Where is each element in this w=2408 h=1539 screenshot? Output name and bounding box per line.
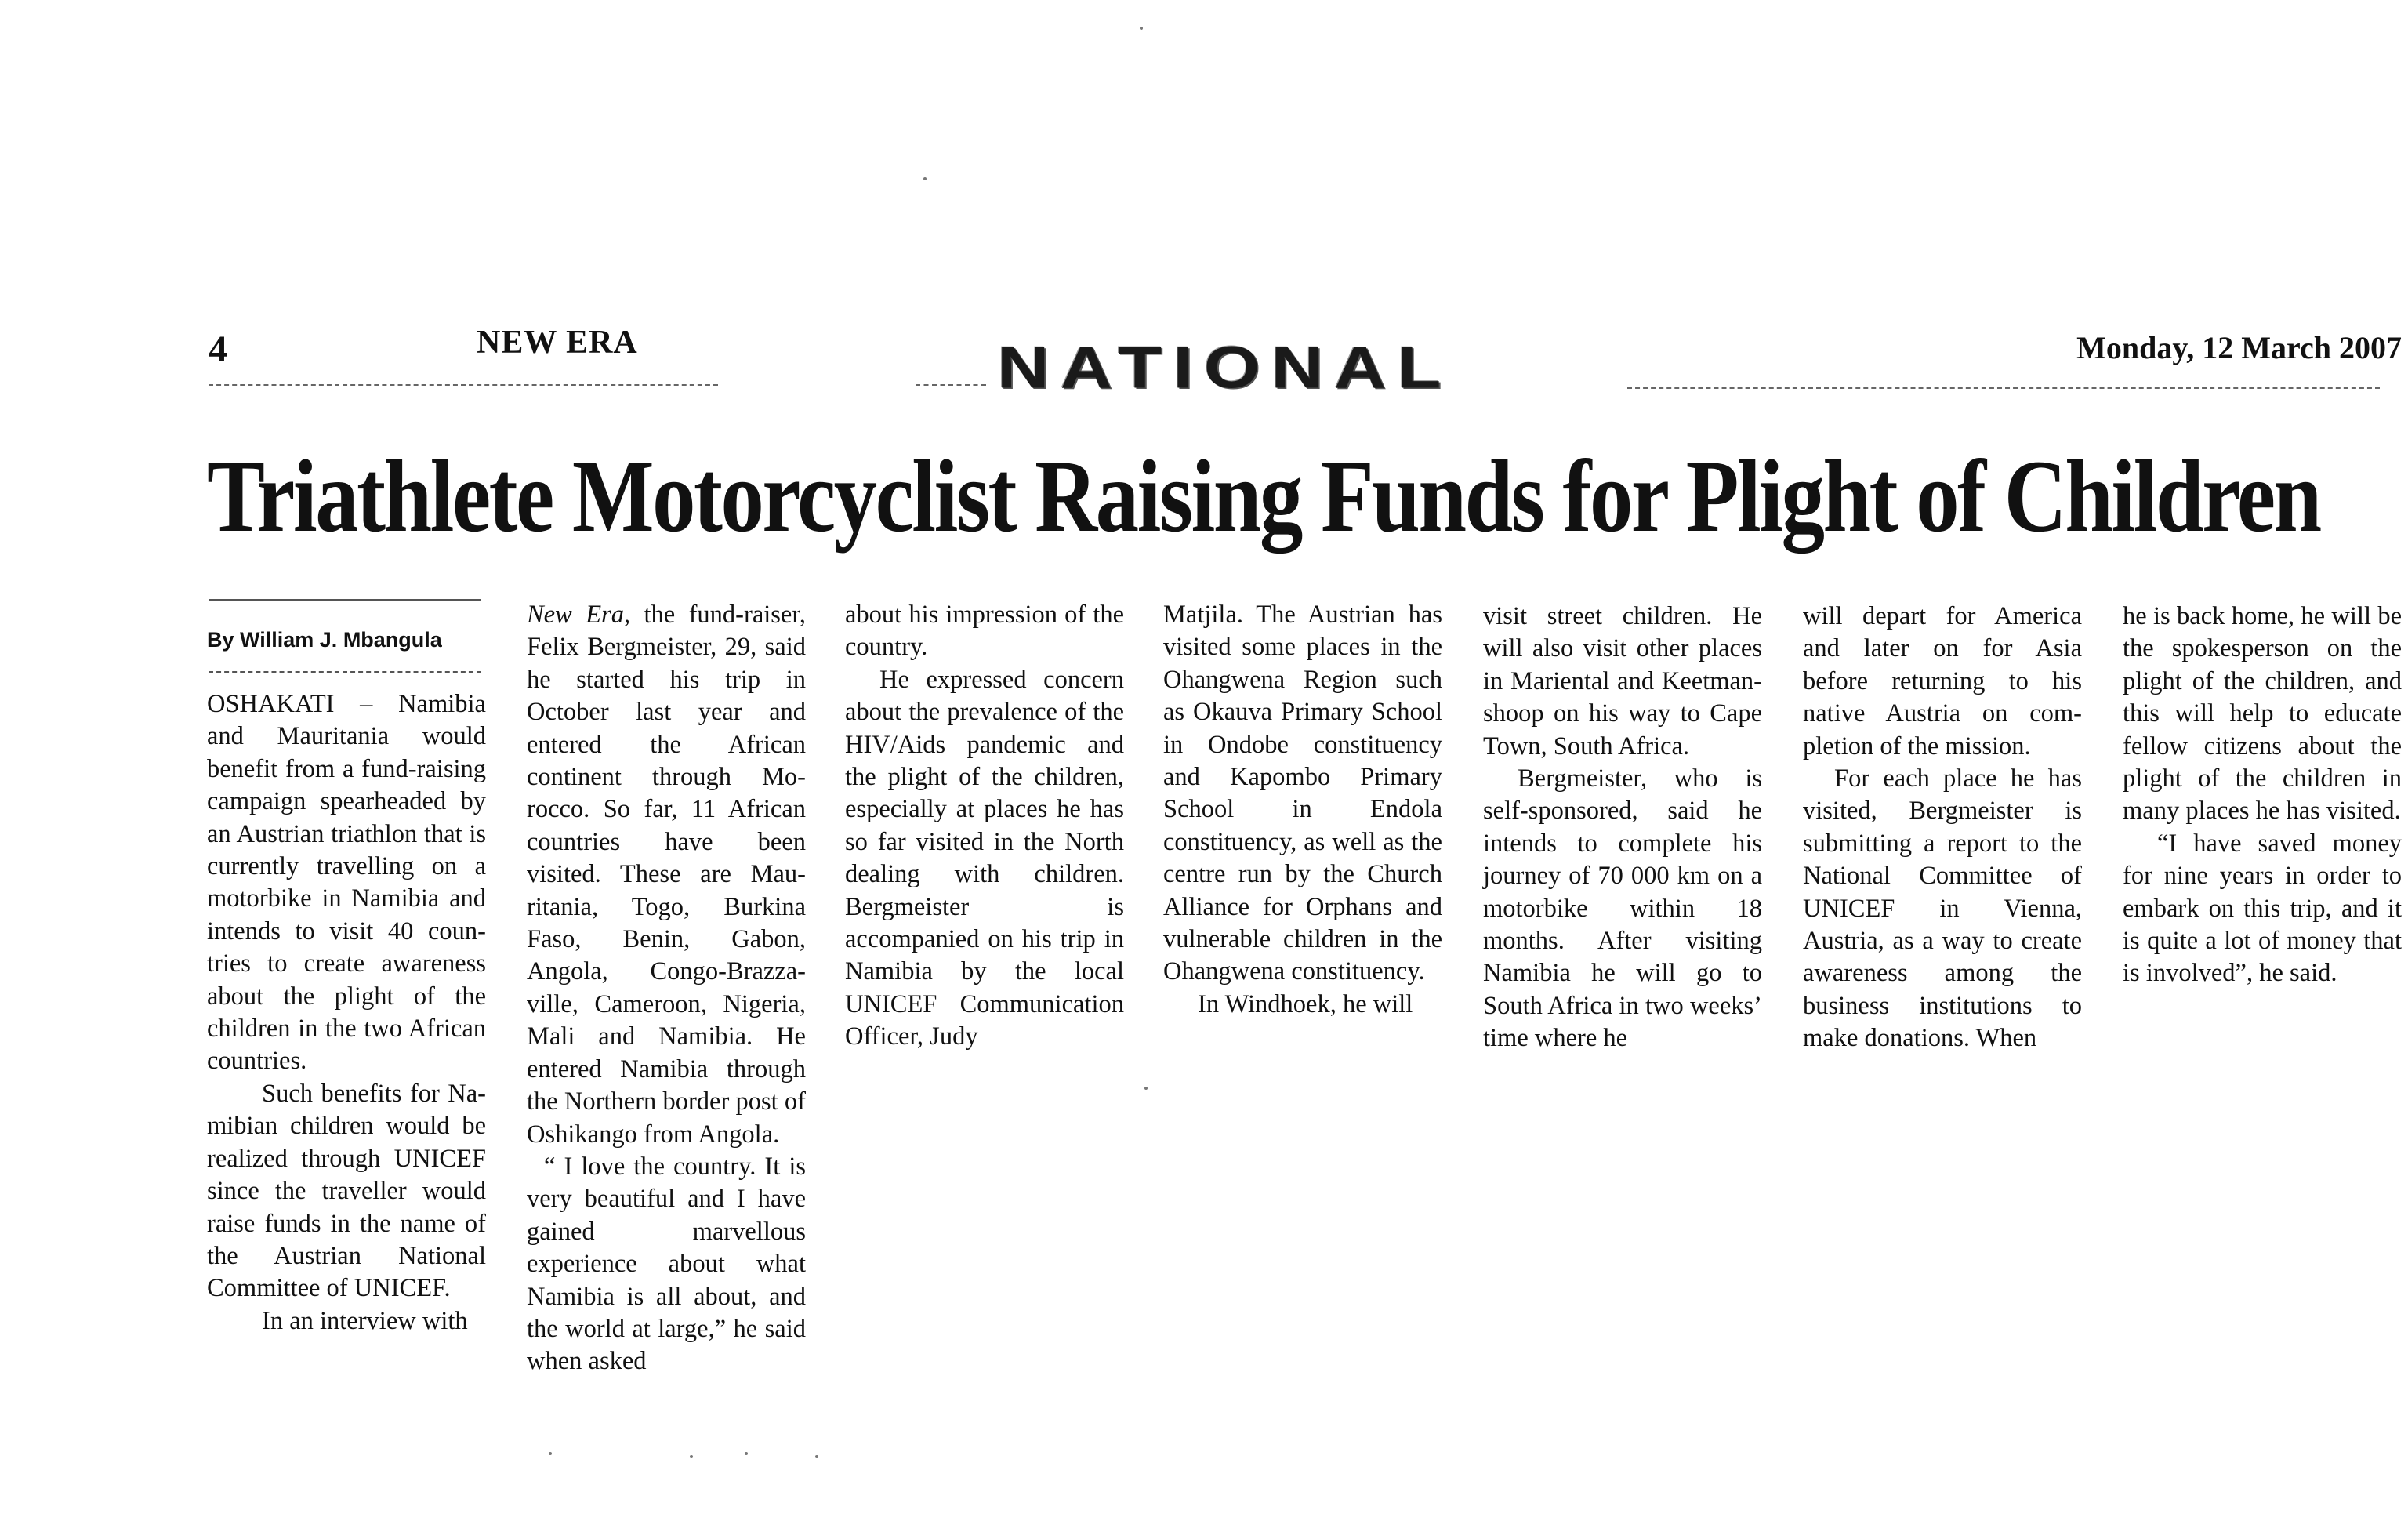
masthead-rule-right — [1627, 387, 2380, 389]
byline-rule-bottom — [209, 671, 481, 673]
paragraph: In an interview with — [262, 1306, 468, 1335]
scan-speck — [549, 1452, 552, 1455]
article-column-2 — [527, 599, 806, 1378]
paragraph: Such benefits for Namibian children would be realized through UNICEF since the traveller would raise funds in the name of the Austrian National Committee of UNICEF. — [207, 1079, 486, 1303]
publication-italic: New Era, — [527, 601, 631, 629]
publication-name: NEW ERA — [477, 325, 638, 361]
paragraph: visit street children. He will also visit other places in Mariental and Keetmanshoop on his way to Cape Town, South Africa. — [1483, 602, 1762, 760]
paragraph: “I have saved money for nine years in order to embark on this trip, and it is quite a lot of money that is involved”, he said. — [2123, 829, 2402, 988]
paragraph-text: the fund-raiser, Felix Bergmeister, 29, said he started his trip in October last year and entered the African continent through Morocco. So far, 11 African countries have been visited. These are Mauritania, Togo, Burkina Faso, Benin, Gabon, Angola, Congo-Brazzaville, Cameroon, Nigeria, Mali and Namibia. He entered Namibia through the Northern border post of Oshikango from Angola. — [527, 601, 806, 1149]
paragraph — [527, 599, 806, 1151]
paragraph: OSHAKATI – Namibia and Mauritania would benefit from a fund-raising campaign spearheaded by an Austrian triathlon that is currently travelling on a motorbike in Namibia and intends to visit 40 countries to create awareness about the plight of the children in the two African countries. — [207, 690, 486, 1076]
scan-speck — [1140, 27, 1143, 30]
paragraph: Bergmeister, who is self-sponsored, said he intends to complete his journey of 70 000 km on a motorbike within 18 months. After visiting Namibia he will go to South Africa in two weeks’ time where he — [1483, 764, 1762, 1053]
section-name: NATIONAL — [997, 335, 1452, 401]
scan-speck — [923, 177, 927, 180]
paragraph: he is back home, he will be the spokesperson on the plight of the children, and this will help to educate fellow citizens about the plight of the children in many places he has visited. — [2123, 602, 2402, 826]
paragraph: For each place he has visited, Bergmeister is submitting a report to the National Committee of UNICEF in Vienna, Austria, as a way to create awareness among the business institutions to make donations. When — [1803, 764, 2082, 1053]
article-column-4 — [1163, 599, 1442, 1021]
scan-speck — [815, 1455, 818, 1458]
article-column-1 — [207, 688, 486, 1338]
paragraph: Matjila. The Austrian has visited some places in the Ohangwena Region such as Okauva Primary School in Ondobe constituency and Kapombo Primary School in Endola constituency, as well as the centre run by the Church Alliance for Orphans and vulnerable children in the Ohangwena constituency. — [1163, 601, 1442, 986]
paragraph: In Windhoek, he will — [1198, 989, 1413, 1018]
headline: Triathlete Motorcyclist Raising Funds for Plight of Children — [207, 438, 2320, 554]
article-column-5 — [1483, 601, 1762, 1055]
page-number: 4 — [209, 328, 227, 370]
scan-speck — [1144, 1087, 1148, 1090]
paragraph: He expressed concern about the prevalence of the HIV/Aids pandemic and the plight of the children, especially at places he has so far visited in the North dealing with children. Bergmeister is accompanied on his trip in Namibia by the local UNICEF Communication Officer, Judy — [845, 665, 1124, 1051]
article-column-7 — [2123, 601, 2402, 990]
scan-speck — [745, 1452, 748, 1455]
byline-rule-top — [209, 599, 481, 601]
article-column-3 — [845, 599, 1124, 1054]
masthead-rule-mid — [916, 384, 986, 386]
paragraph: “ I love the country. It is very beautiful and I have gained marvellous experience about what Namibia is all about, and the world at large,” he said when asked — [527, 1152, 806, 1376]
paragraph: about his impression of the country. — [845, 601, 1124, 662]
paragraph: will depart for America and later on for Asia before returning to his native Austria on completion of the mission. — [1803, 602, 2082, 760]
article-column-6 — [1803, 601, 2082, 1055]
byline: By William J. Mbangula — [207, 628, 442, 652]
scan-speck — [690, 1455, 693, 1458]
masthead-rule-left — [209, 384, 718, 386]
issue-date: Monday, 12 March 2007 — [2076, 330, 2402, 365]
